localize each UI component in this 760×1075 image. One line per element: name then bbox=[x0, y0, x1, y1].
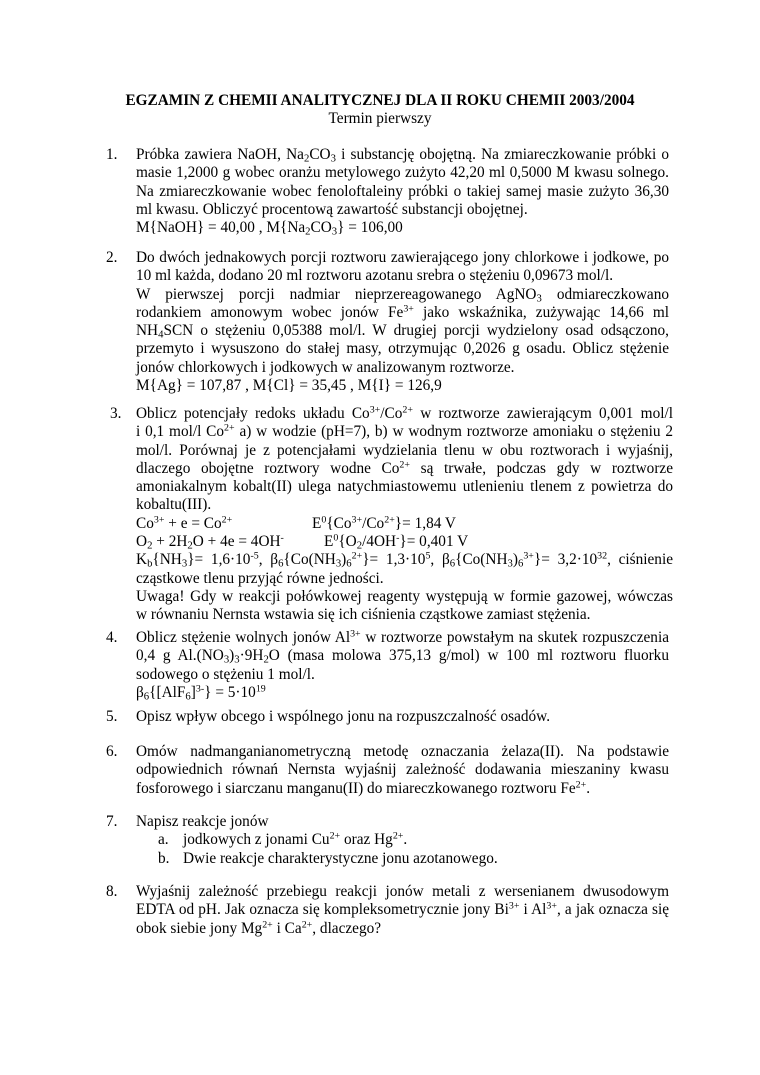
constant-line: $\beta_6\{[AlF_6]^{3-}\} = 5\cdot 10^{19}$ bbox=[136, 683, 266, 703]
question-5 bbox=[106, 708, 669, 726]
note-line: w równaniu Nernsta wstawia się ich ciśnienia cząstkowe zamiast stężenia. bbox=[136, 606, 591, 624]
text-line: 0,4 g $Al.(NO_3)_3\cdot 9H_2O$ (masa molowa 375,13 g/mol) w 100 ml roztworu fluorku bbox=[136, 647, 669, 666]
question-number: 1. bbox=[106, 146, 118, 163]
text-line: kobaltu(III). bbox=[136, 496, 212, 514]
constants-line: $K_b\{NH_3\}= 1,6\cdot 10^{-5}$, $\beta_6\{Co(NH_3)_6^{2+}\}= 1,3\cdot 10^5$, $\beta_6\{Co(NH_3)_6^{3+}\}= 3,2\cdot 10^{32}$, ciśnienie bbox=[136, 551, 673, 570]
text-line: Wyjaśnij zależność przebiegu reakcji jonów metali z wersenianem dwusodowym bbox=[136, 883, 669, 900]
question-body bbox=[136, 813, 669, 868]
question-4 bbox=[106, 629, 669, 702]
question-number: 4. bbox=[106, 629, 118, 646]
question-6 bbox=[106, 743, 669, 798]
question-body bbox=[136, 405, 673, 625]
question-2 bbox=[106, 249, 669, 395]
question-8 bbox=[106, 883, 669, 938]
question-number: 5. bbox=[106, 708, 118, 725]
text-line: odpowiednich równań Nernsta wyjaśnij zależność dodawania mieszaniny kwasu bbox=[136, 761, 669, 779]
text-line: Opisz wpływ obcego i wspólnego jonu na rozpuszczalność osadów. bbox=[136, 708, 551, 725]
list-item: b. Dwie reakcje charakterystyczne jonu azotanowego. bbox=[158, 849, 498, 867]
question-number: 7. bbox=[106, 813, 118, 830]
text-line: jonów chlorkowych i jodkowych w analizowanym roztworze. bbox=[136, 358, 515, 376]
text-line: ml kwasu. Obliczyć procentową zawartość substancji obojętnej. bbox=[136, 200, 528, 218]
question-body bbox=[136, 743, 669, 798]
reaction-line: $Co^{3+} + e = Co^{2+}$ $E^0\{Co^{3+}/Co^{2+}\}= 1,84$ V bbox=[136, 514, 456, 532]
question-body bbox=[136, 629, 669, 702]
question-1 bbox=[106, 146, 669, 237]
text-line: Na zmiareczkowanie wobec fenoloftaleiny próbki o takiej samej masie zużyto 36,30 bbox=[136, 182, 669, 200]
question-body bbox=[136, 249, 669, 395]
page-subtitle: Termin pierwszy bbox=[328, 110, 432, 127]
note-line: Uwaga! Gdy w reakcji połówkowej reagenty występują w formie gazowej, wówczas bbox=[136, 587, 673, 605]
text-line: obok siebie jony $Mg^{2+}$ i $Ca^{2+}$, dlaczego? bbox=[136, 919, 382, 937]
text-line: Próbka zawiera NaOH, $Na_2CO_3$ i substancję obojętną. Na zmiareczkowanie próbki o bbox=[136, 146, 669, 165]
text-line: fosforowego i siarczanu manganu(II) do miareczkowanego roztworu $Fe^{2+}$. bbox=[136, 779, 591, 797]
question-3 bbox=[110, 405, 673, 625]
text-line: 10 ml każda, dodano 20 ml roztworu azotanu srebra o stężeniu 0,09673 mol/l. bbox=[136, 267, 614, 285]
question-number: 6. bbox=[106, 743, 118, 760]
text-line: EDTA od pH. Jak oznacza się kompleksometrycznie jony $Bi^{3+}$ i $Al^{3+}$, a jak oznacza się bbox=[136, 901, 669, 919]
reaction-line: $O_2 + 2H_2O + 4e = 4OH^-$ $E^0\{O_2/4OH^-\}= 0,401$ V bbox=[136, 532, 469, 552]
text-line: $NH_4SCN$ o stężeniu 0,05388 mol/l. W drugiej porcji wydzielony osad odsączono, bbox=[136, 322, 669, 341]
text-line: rodankiem amonowym wobec jonów $Fe^{3+}$ jako wskaźnika, zużywając 14,66 ml bbox=[136, 303, 669, 321]
text-line: Oblicz potencjały redoks układu $Co^{3+}/Co^{2+}$ w roztworze zawierającym 0,001 mol/l bbox=[136, 405, 673, 422]
list-item: a. jodkowych z jonami $Cu^{2+}$ oraz $Hg^{2+}$. bbox=[158, 830, 408, 849]
text-line: przemyto i wysuszono do stałej masy, otrzymując 0,2026 g osadu. Oblicz stężenie bbox=[136, 340, 669, 358]
page-title: EGZAMIN Z CHEMII ANALITYCZNEJ DLA II ROKU CHEMII 2003/2004 bbox=[125, 92, 635, 109]
text-line: i 0,1 mol/l $Co^{2+}$ a) w wodzie (pH=7), b) w wodnym roztworze amoniaku o stężeniu 2 bbox=[136, 423, 673, 441]
question-body bbox=[136, 708, 669, 726]
text-line: dlaczego obojętne roztwory wodne $Co^{2+}$ są trwałe, podczas gdy w roztworze bbox=[136, 459, 673, 477]
text-line: cząstkowe tlenu przyjąć równe jedności. bbox=[136, 569, 384, 587]
question-7 bbox=[106, 813, 669, 868]
text-line: Napisz reakcje jonów bbox=[136, 813, 269, 830]
text-line: sodowego o stężeniu 1 mol/l. bbox=[136, 665, 315, 683]
text-line: W pierwszej porcji nadmiar nieprzereagowanego AgNO$_3$ odmiareczkowano bbox=[136, 285, 669, 304]
text-line: masie 1,2000 g wobec oranżu metylowego zużyto 42,20 ml 0,5000 M kwasu solnego. bbox=[136, 164, 669, 182]
question-body bbox=[136, 883, 669, 938]
question-number: 8. bbox=[106, 883, 118, 900]
text-line: Omów nadmanganianometryczną metodę oznaczania żelaza(II). Na podstawie bbox=[136, 743, 669, 760]
text-line: mol/l. Porównaj je z potencjałami wydzielania tlenu w obu roztworach i wyjaśnij, bbox=[136, 441, 673, 459]
sub-list bbox=[158, 831, 669, 868]
text-line: amoniakalnym kobalt(II) ulega natychmiastowemu utlenieniu tlenem z powietrza do bbox=[136, 478, 673, 496]
molar-mass-line: M{Ag} = 107,87 , M{Cl} = 35,45 , M{I} = 126,9 bbox=[136, 377, 442, 395]
text-line: Oblicz stężenie wolnych jonów $Al^{3+}$ w roztworze powstałym na skutek rozpuszczenia bbox=[136, 629, 669, 646]
text-line: Do dwóch jednakowych porcji roztworu zawierającego jony chlorkowe i jodkowe, po bbox=[136, 249, 669, 266]
question-number: 2. bbox=[106, 249, 118, 266]
molar-mass-line: M{NaOH} = 40,00 , $M\{Na_2CO_3\} = 106,00$ bbox=[136, 219, 403, 238]
question-number: 3. bbox=[110, 405, 122, 422]
question-body bbox=[136, 146, 669, 237]
